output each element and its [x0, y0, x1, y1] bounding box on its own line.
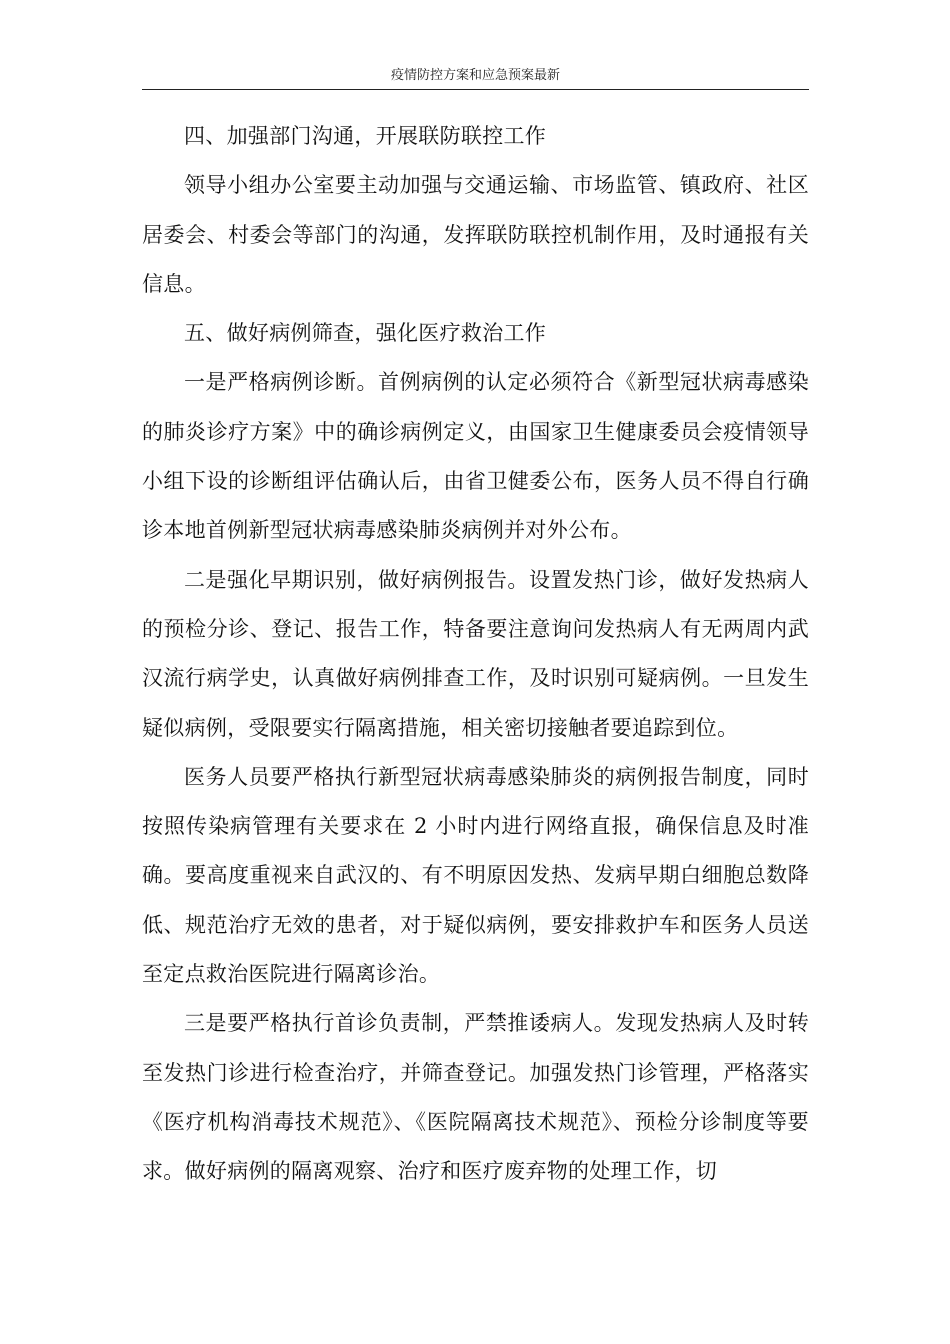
- body-paragraph: 一是严格病例诊断。首例病例的认定必须符合《新型冠状病毒感染的肺炎诊疗方案》中的确诊病例定义，由国家卫生健康委员会疫情领导小组下设的诊断组评估确认后，由省卫健委公布，医务人员不得自行确诊本地首例新型冠状病毒感染肺炎病例并对外公布。: [142, 370, 809, 543]
- section-heading-5: 五、做好病例筛查，强化医疗救治工作: [184, 321, 547, 346]
- body-paragraph: 领导小组办公室要主动加强与交通运输、市场监管、镇政府、社区居委会、村委会等部门的沟通，发挥联防联控机制作用，及时通报有关信息。: [142, 173, 809, 296]
- document-body: [142, 112, 809, 1197]
- body-paragraph: 三是要严格执行首诊负责制，严禁推诿病人。发现发热病人及时转至发热门诊进行检查治疗，并筛查登记。加强发热门诊管理，严格落实《医疗机构消毒技术规范》、《医院隔离技术规范》、预检分诊制度等要求。做好病例的隔离观察、治疗和医疗废弃物的处理工作，切: [142, 1011, 809, 1184]
- section-heading-4: 四、加强部门沟通，开展联防联控工作: [184, 124, 547, 148]
- body-paragraph: 二是强化早期识别，做好病例报告。设置发热门诊，做好发热病人的预检分诊、登记、报告工作，特备要注意询问发热病人有无两周内武汉流行病学史，认真做好病例排查工作，及时识别可疑病例。一旦发生疑似病例，受限要实行隔离措施，相关密切接触者要追踪到位。: [142, 567, 809, 740]
- page-header: [142, 68, 809, 90]
- header-title: 疫情防控方案和应急预案最新: [390, 68, 560, 83]
- body-paragraph: 医务人员要严格执行新型冠状病毒感染肺炎的病例报告制度，同时按照传染病管理有关要求在 2 小时内进行网络直报，确保信息及时准确。要高度重视来自武汉的、有不明原因发热、发病早期白细胞总数降低、规范治疗无效的患者，对于疑似病例，要安排救护车和医务人员送至定点救治医院进行隔离诊治。: [142, 764, 809, 987]
